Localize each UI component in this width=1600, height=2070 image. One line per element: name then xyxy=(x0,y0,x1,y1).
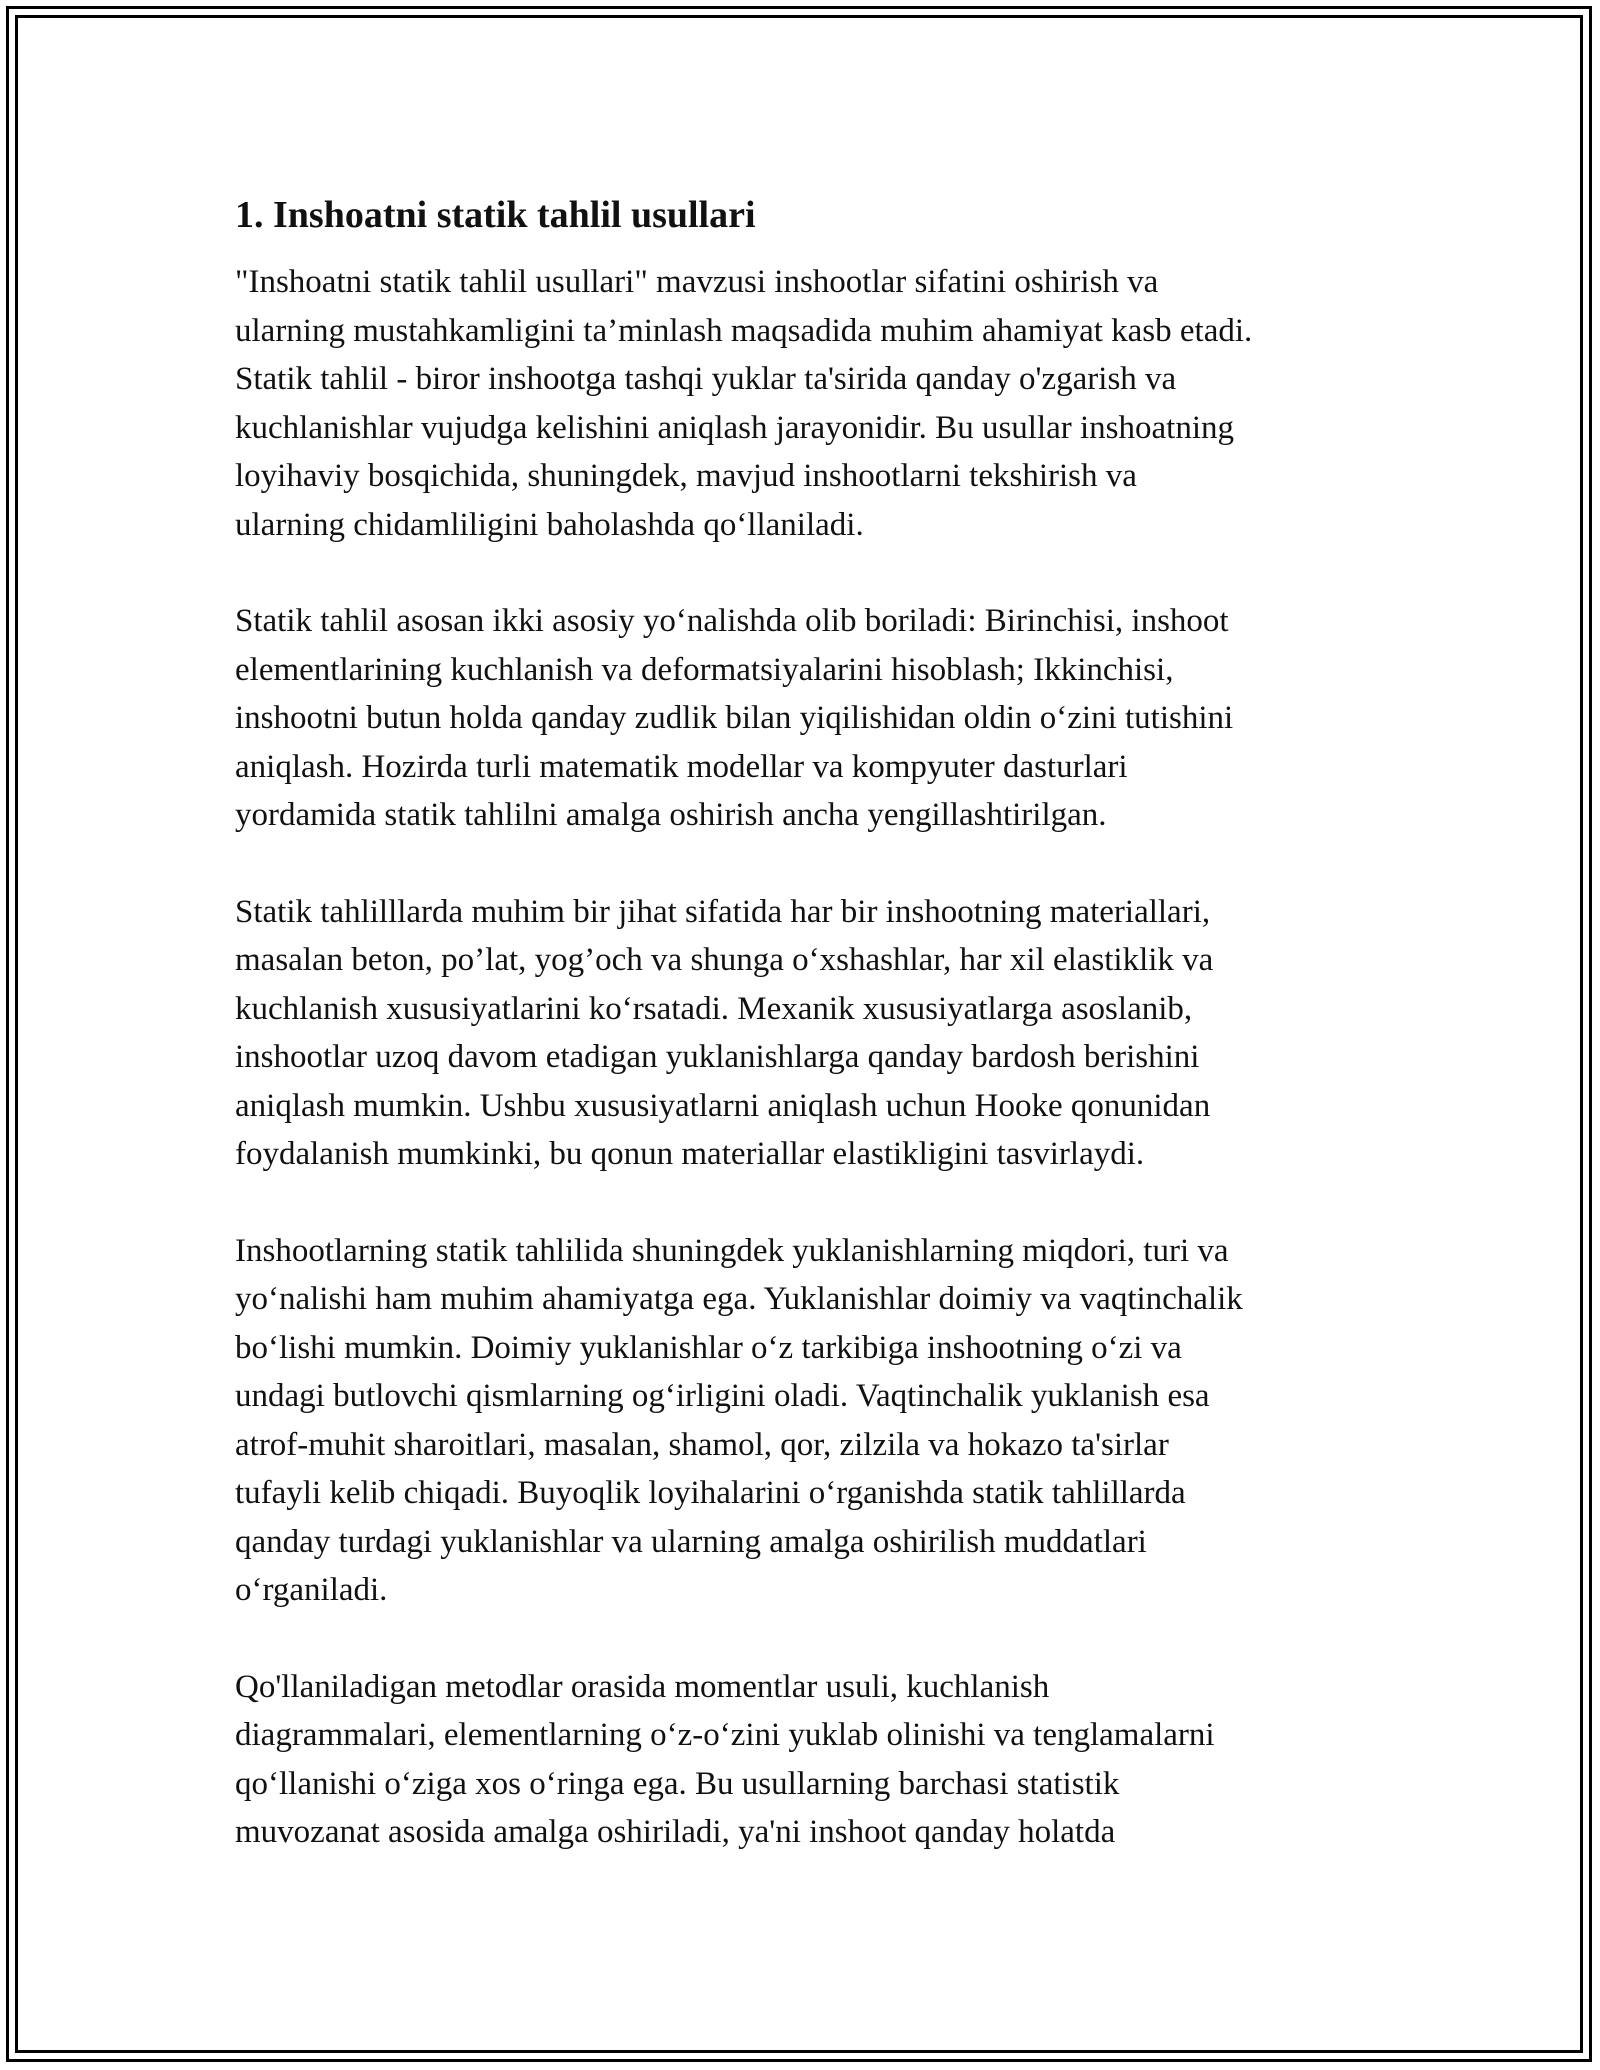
paragraph-1: "Inshoatni statik tahlil usullari" mavzusi inshootlar sifatini oshirish va ularning mustahkamligini ta’minlash maqsadida muhim ahamiyat kasb etadi. Statik tahlil - biror inshootga tashqi yuklar ta'sirida qanday o'zgarish va kuchlanishlar vujudga kelishini aniqlash jarayonidir. Bu usullar inshoatning loyihaviy bosqichida, shuningdek, mavjud inshootlarni tekshirish va ularning chidamliligini baholashda qo‘llaniladi. xyxy=(235,264,1253,543)
document-body xyxy=(235,186,1375,1905)
paragraph-2: Statik tahlil asosan ikki asosiy yo‘nalishda olib boriladi: Birinchisi, inshoot elementlarining kuchlanish va deformatsiyalarini hisoblash; Ikkinchisi, inshootni butun holda qanday zudlik bilan yiqilishidan oldin o‘zini tutishini aniqlash. Hozirda turli matematik modellar va kompyuter dasturlari yordamida statik tahlilni amalga oshirish ancha yengillashtirilgan. xyxy=(235,603,1234,833)
section-heading: 1. Inshoatni statik tahlil usullari xyxy=(235,194,756,236)
paragraph-4: Inshootlarning statik tahlilida shuningdek yuklanishlarning miqdori, turi va yo‘nalishi ham muhim ahamiyatga ega. Yuklanishlar doimiy va vaqtinchalik bo‘lishi mumkin. Doimiy yuklanishlar o‘z tarkibiga inshootning o‘zi va undagi butlovchi qismlarning og‘irligini oladi. Vaqtinchalik yuklanish esa atrof-muhit sharoitlari, masalan, shamol, qor, zilzila va hokazo ta'sirlar tufayli kelib chiqadi. Buyoqlik loyihalarini o‘rganishda statik tahlillarda qanday turdagi yuklanishlar va ularning amalga oshirilish muddatlari o‘rganiladi. xyxy=(235,1232,1243,1608)
paragraph-3: Statik tahlilllarda muhim bir jihat sifatida har bir inshootning materiallari, masalan beton, po’lat, yog’och va shunga o‘xshashlar, har xil elastiklik va kuchlanish xususiyatlarini ko‘rsatadi. Mexanik xususiyatlarga asoslanib, inshootlar uzoq davom etadigan yuklanishlarga qanday bardosh berishini aniqlash mumkin. Ushbu xususiyatlarni aniqlash uchun Hooke qonunidan foydalanish mumkinki, bu qonun materiallar elastikligini tasvirlaydi. xyxy=(235,893,1214,1172)
paragraph-5: Qo'llaniladigan metodlar orasida momentlar usuli, kuchlanish diagrammalari, elementlarning o‘z-o‘zini yuklab olinishi va tenglamalarni qo‘llanishi o‘ziga xos o‘ringa ega. Bu usullarning barchasi statistik muvozanat asosida amalga oshiriladi, ya'ni inshoot qanday holatda xyxy=(235,1668,1215,1850)
